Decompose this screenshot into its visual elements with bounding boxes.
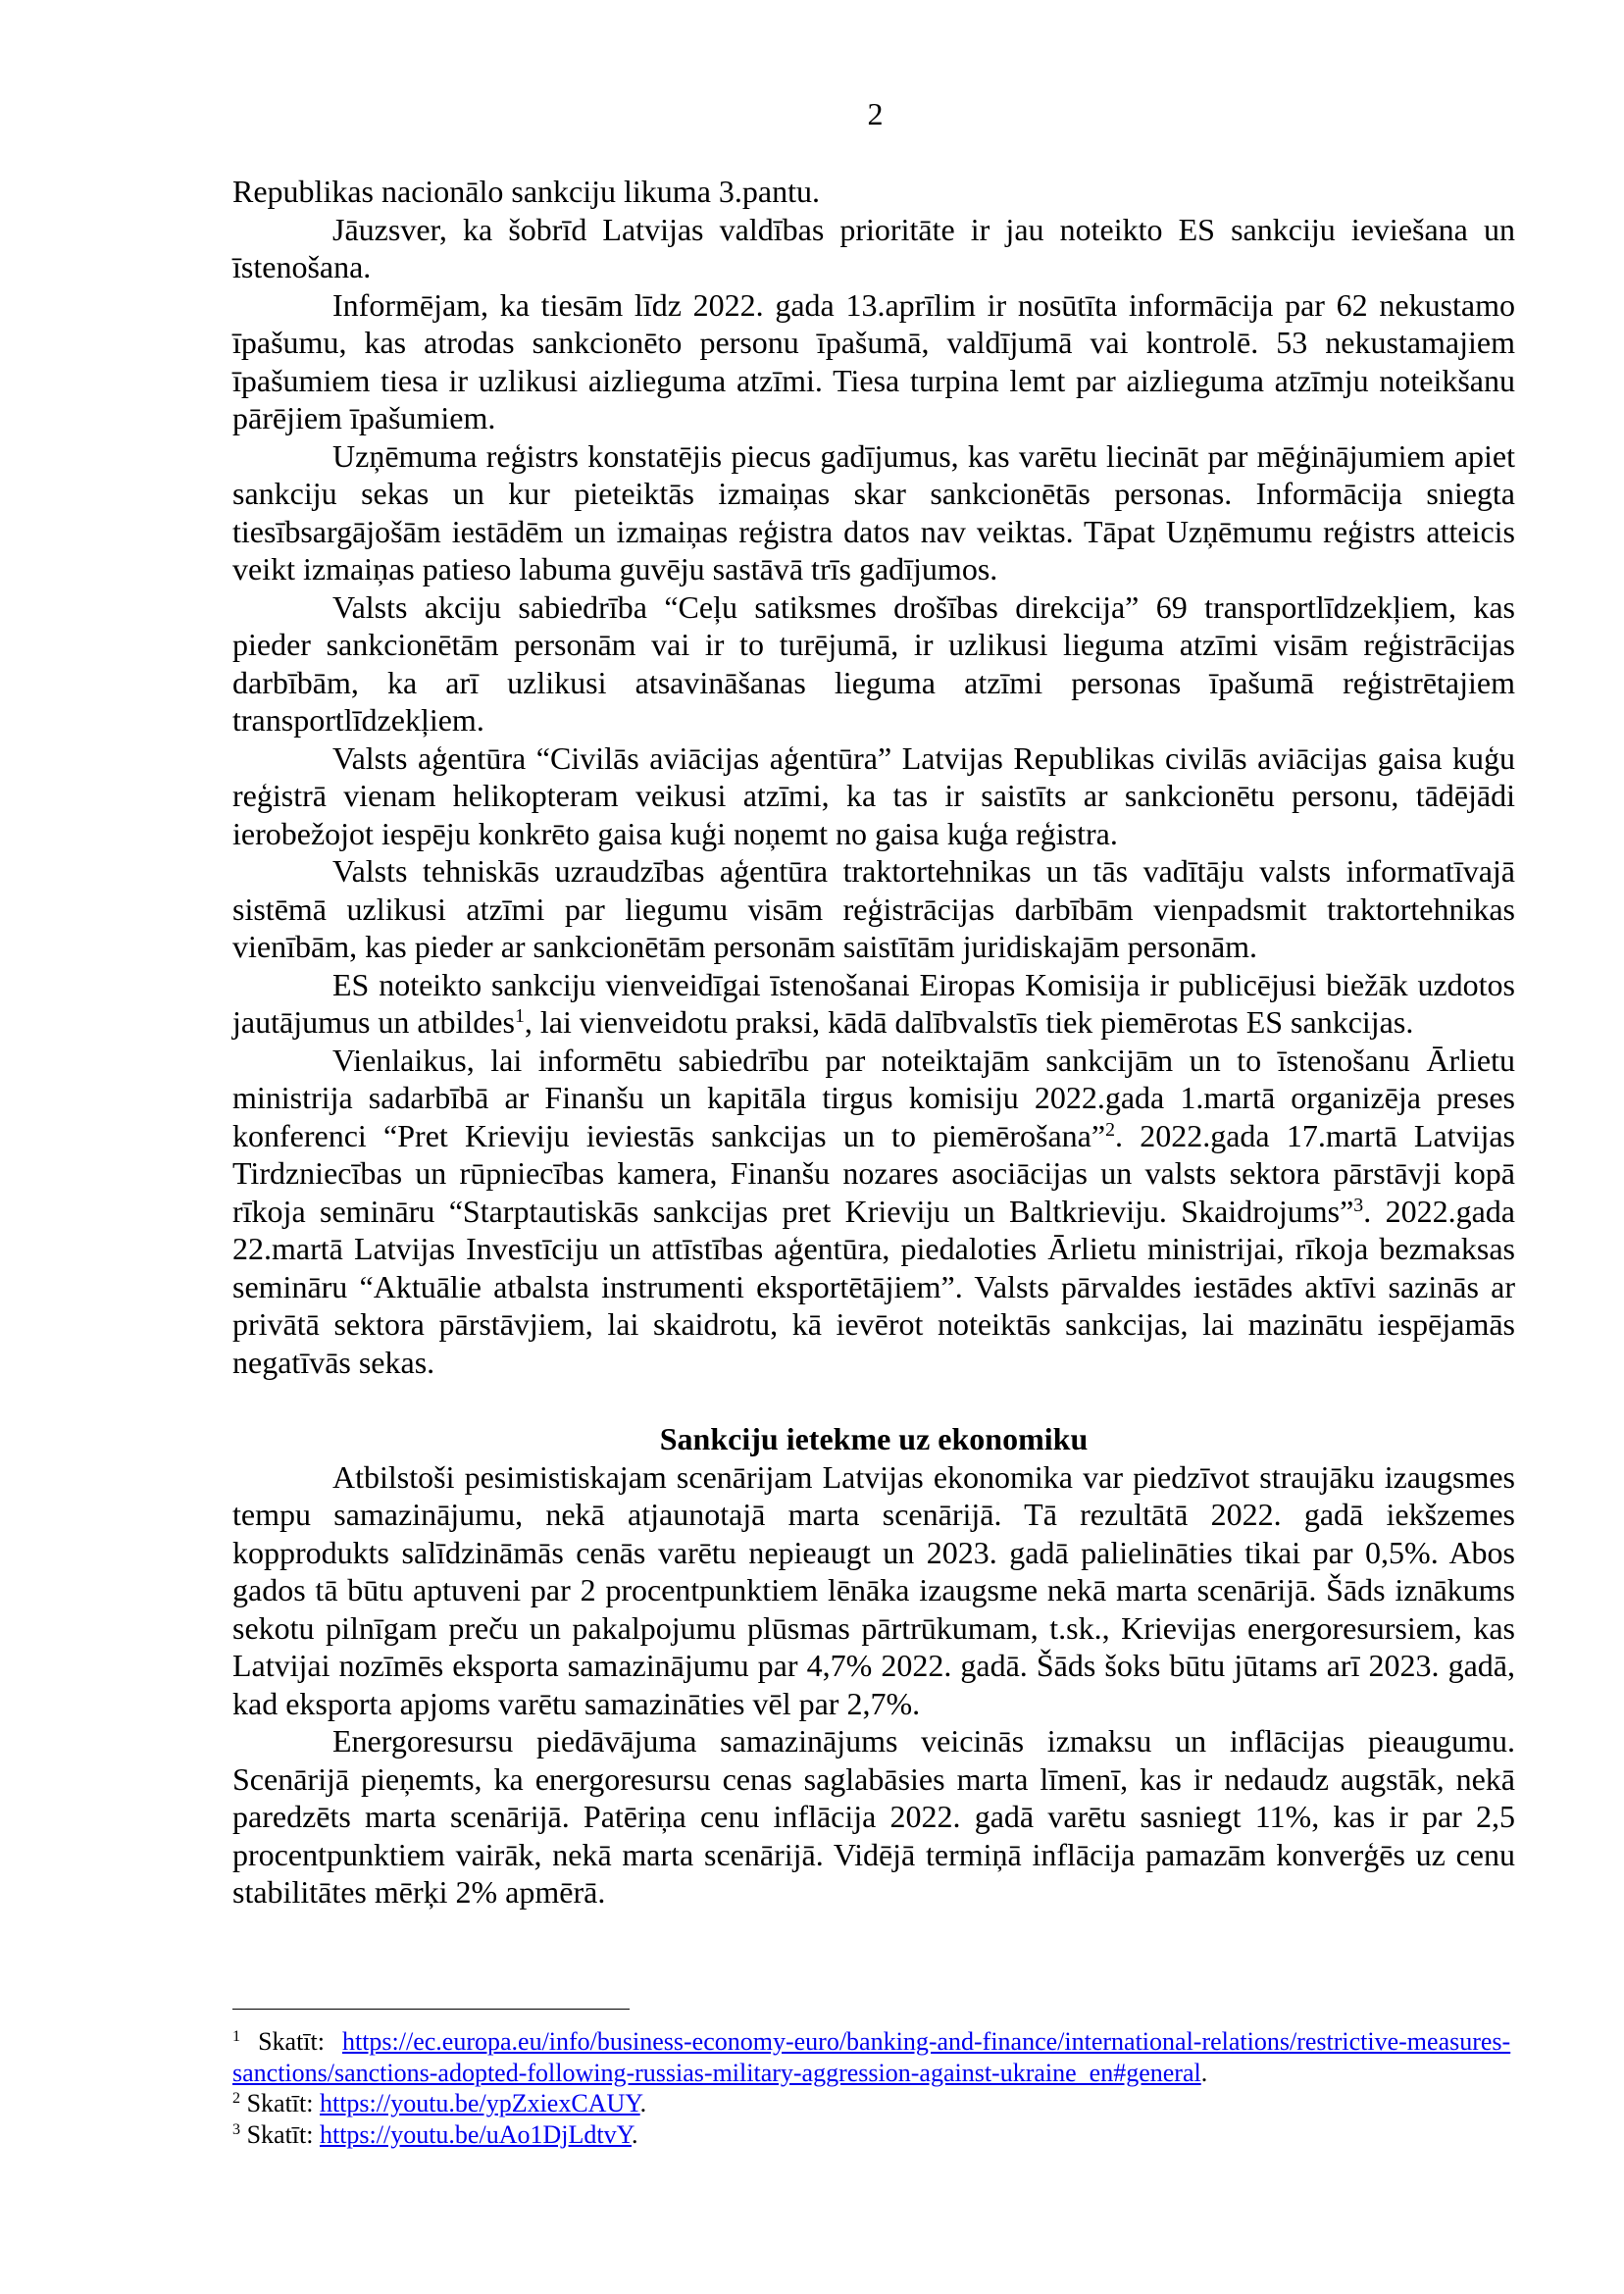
- paragraph: Uzņēmuma reģistrs konstatējis piecus gadījumus, kas varētu liecināt par mēģinājumiem apiet sankciju sekas un kur pieteiktās izmaiņas skar sankcionētās personas. Informācija sniegta tiesībsargājošām iestādēm un izmaiņas reģistra datos nav veiktas. Tāpat Uzņēmumu reģistrs atteicis veikt izmaiņas patieso labuma guvēju sastāvā trīs gadījumos.: [232, 437, 1515, 586]
- paragraph: Republikas nacionālo sankciju likuma 3.pantu.: [232, 174, 820, 209]
- footnote-link[interactable]: https://youtu.be/uAo1DjLdtvY: [319, 2119, 632, 2149]
- footnote-label: Skatīt:: [246, 2119, 314, 2149]
- footnote-number: 1: [232, 2028, 241, 2046]
- footnote-end: .: [639, 2089, 647, 2117]
- document-body: [232, 173, 1515, 1912]
- paragraph-text: , lai vienveidotu praksi, kādā dalībvalstīs tiek piemērotas ES sankcijas.: [524, 1004, 1414, 1040]
- footnote: [232, 2119, 1515, 2151]
- footnote-ref[interactable]: 3: [1353, 1194, 1364, 1216]
- footnote-end: .: [632, 2119, 638, 2149]
- footnote-label: Skatīt:: [258, 2027, 325, 2056]
- paragraph: Energoresursu piedāvājuma samazinājums veicinās izmaksu un inflācijas pieaugumu. Scenārijā pieņemts, ka energoresursu cenas saglabāsies marta līmenī, kas ir nedaudz augstāk, nekā paredzēts marta scenārijā. Patēriņa cenu inflācija 2022. gadā varētu sasniegt 11%, kas ir par 2,5 procentpunktiem vairāk, nekā marta scenārijā. Vidējā termiņā inflācija pamazām konverģēs uz cenu stabilitātes mērķi 2% apmērā.: [232, 1723, 1515, 1910]
- paragraph-text: Vienlaikus, lai informētu sabiedrību par noteiktajām sankcijām un to īstenošanu Ārlietu ministrija sadarbībā ar Finanšu un kapitāla tirgus komisiju 2022.gada 1.martā organizēja preses konferenci “Pret Krieviju ieviestās sankcijas un to piemērošana”: [232, 1042, 1515, 1153]
- paragraph: Atbilstoši pesimistiskajam scenārijam Latvijas ekonomika var piedzīvot straujāku izaugsmes tempu samazinājumu, nekā atjaunotajā marta scenārijā. Tā rezultātā 2022. gadā iekšzemes kopprodukts salīdzināmās cenās varētu nepieaugt un 2023. gadā palielināties tikai par 0,5%. Abos gados tā būtu aptuveni par 2 procentpunktiem lēnāka izaugsme nekā marta scenārijā. Šāds iznākums sekotu pilnīgam preču un pakalpojumu plūsmas pārtrūkumam, t.sk., Krievijas energoresursiem, kas Latvijai nozīmēs eksporta samazinājumu par 4,7% 2022. gadā. Šāds šoks būtu jūtams arī 2023. gadā, kad eksporta apjoms varētu samazināties vēl par 2,7%.: [232, 1458, 1515, 1721]
- paragraph-text: . 2022.gada 22.martā Latvijas Investīciju un attīstības aģentūra, piedaloties Ārlietu ministrijai, rīkoja bezmaksas semināru “Aktuālie atbalsta instrumenti eksportētājiem”. Valsts pārvaldes iestādes aktīvi sazinās ar privātā sektora pārstāvjiem, lai skaidrotu, kā ievērot noteiktās sankcijas, lai mazinātu iespējamās negatīvās sekas.: [232, 1193, 1516, 1380]
- paragraph: Valsts akciju sabiedrība “Ceļu satiksmes drošības direkcija” 69 transportlīdzekļiem, kas pieder sankcionētām personām vai ir to turējumā, ir uzlikusi lieguma atzīmi visām reģistrācijas darbībām, ka arī uzlikusi atsavināšanas lieguma atzīmi personas īpašumā reģistrētajiem transportlīdzekļiem.: [232, 588, 1515, 738]
- paragraph-text: ES noteikto sankciju vienveidīgai īstenošanai Eiropas Komisija ir publicējusi biežāk uzdotos jautājumus un atbildes: [232, 966, 1515, 1040]
- footnote: [232, 2026, 1515, 2088]
- paragraph: Informējam, ka tiesām līdz 2022. gada 13.aprīlim ir nosūtīta informācija par 62 nekustamo īpašumu, kas atrodas sankcionēto personu īpašumā, valdījumā vai kontrolē. 53 nekustamajiem īpašumiem tiesa ir uzlikusi aizlieguma atzīmi. Tiesa turpina lemt par aizlieguma atzīmju noteikšanu pārējiem īpašumiem.: [232, 286, 1515, 435]
- page-number: 2: [867, 96, 884, 131]
- paragraph: Valsts aģentūra “Civilās aviācijas aģentūra” Latvijas Republikas civilās aviācijas gaisa kuģu reģistrā vienam helikopteram veikusi atzīmi, ka tas ir saistīts ar sankcionētu personu, tādējādi ierobežojot iespēju konkrēto gaisa kuģi noņemt no gaisa kuģa reģistra.: [232, 739, 1515, 851]
- paragraph: Jāuzsver, ka šobrīd Latvijas valdības prioritāte ir jau noteikto ES sankciju ieviešana un īstenošana.: [232, 211, 1515, 284]
- footnote-ref[interactable]: 1: [514, 1005, 525, 1028]
- footnote-ref[interactable]: 2: [1105, 1118, 1115, 1141]
- paragraph: [232, 1042, 1515, 1382]
- footnote-end: .: [1200, 2058, 1208, 2087]
- footnote-link[interactable]: https://ec.europa.eu/info/business-economy-euro/banking-and-finance/international-relations/restrictive-measures-sanctions/sanctions-adopted-following-russias-military-aggression-against-ukraine_en#general: [232, 2027, 1511, 2087]
- footnotes: [232, 2026, 1515, 2150]
- footnote-label: Skatīt:: [246, 2089, 314, 2117]
- footnote: [232, 2088, 1515, 2119]
- footnote-number: 3: [232, 2120, 241, 2138]
- footnote-number: 2: [232, 2090, 241, 2108]
- section-heading: Sankciju ietekme uz ekonomiku: [659, 1421, 1089, 1456]
- footnote-link[interactable]: https://youtu.be/ypZxiexCAUY: [319, 2089, 640, 2117]
- footnote-separator: [232, 2009, 630, 2010]
- paragraph-text: . 2022.gada 17.martā Latvijas Tirdzniecības un rūpniecības kamera, Finanšu nozares asociācijas un valsts sektora pārstāvji kopā rīkoja semināru “Starptautiskās sankcijas pret Krieviju un Baltkrieviju. Skaidrojums”: [232, 1117, 1516, 1229]
- paragraph: Valsts tehniskās uzraudzības aģentūra traktortehnikas un tās vadītāju valsts informatīvajā sistēmā uzlikusi atzīmi par liegumu visām reģistrācijas darbībām vienpadsmit traktortehnikas vienībām, kas pieder ar sankcionētām personām saistītām juridiskajām personām.: [232, 853, 1515, 964]
- paragraph: [232, 966, 1515, 1042]
